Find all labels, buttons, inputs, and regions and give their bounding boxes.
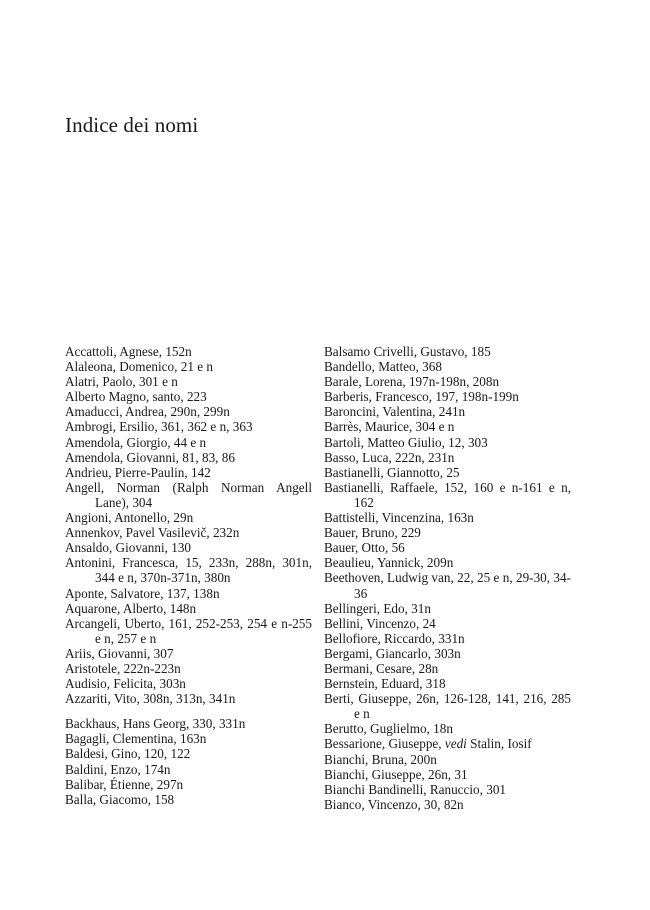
index-entry: Andrieu, Pierre-Paulin, 142 xyxy=(65,464,211,480)
index-entry: Amendola, Giovanni, 81, 83, 86 xyxy=(65,449,235,465)
index-entry: Ansaldo, Giovanni, 130 xyxy=(65,540,192,556)
index-entry: Bartoli, Matteo Giulio, 12, 303 xyxy=(324,434,488,450)
index-entry: Amaducci, Andrea, 290n, 299n xyxy=(65,404,230,420)
index-entry: Bianchi, Bruna, 200n xyxy=(324,751,437,767)
index-entry: Alaleona, Domenico, 21 e n xyxy=(65,359,213,375)
index-entry: Bellingeri, Edo, 31n xyxy=(324,600,431,616)
index-entry: Accattoli, Agnese, 152n xyxy=(65,344,192,359)
index-entry: Alatri, Paolo, 301 e n xyxy=(65,374,178,390)
index-entry: Bastianelli, Giannotto, 25 xyxy=(324,464,460,480)
index-entry: Aquarone, Alberto, 148n xyxy=(65,600,197,616)
index-entry: Bellofiore, Riccardo, 331n xyxy=(324,630,465,646)
index-entry: Audisio, Felicita, 303n xyxy=(65,676,186,692)
page-title: Indice dei nomi xyxy=(65,113,199,137)
index-entry-text: Bessarione, Giuseppe, xyxy=(324,736,445,752)
index-entry: Angell, Norman (Ralph Norman Angell Lane), 304 xyxy=(65,479,312,510)
index-entry: Barberis, Francesco, 197, 198n-199n xyxy=(324,389,519,405)
index-entry: Basso, Luca, 222n, 231n xyxy=(324,449,455,465)
index-entry: Angioni, Antonello, 29n xyxy=(65,510,194,526)
index-entry: Bastianelli, Raffaele, 152, 160 e n-161 e n, 162 xyxy=(324,479,571,510)
index-entry: Bianchi, Giuseppe, 26n, 31 xyxy=(324,766,468,782)
index-entry: Battistelli, Vincenzina, 163n xyxy=(324,510,474,526)
index-entry: Antonini, Francesca, 15, 233n, 288n, 301n, 344 e n, 370n-371n, 380n xyxy=(65,555,312,586)
index-entry: Bellini, Vincenzo, 24 xyxy=(324,615,436,631)
index-entry: Bandello, Matteo, 368 xyxy=(324,359,442,375)
index-entry: Bianco, Vincenzo, 30, 82n xyxy=(324,796,464,812)
index-entry: Baldesi, Gino, 120, 122 xyxy=(65,746,191,762)
index-entry: Berti, Giuseppe, 26n, 126-128, 141, 216, 285 e n xyxy=(324,691,571,722)
index-entry: Aponte, Salvatore, 137, 138n xyxy=(65,585,220,601)
index-column-left xyxy=(65,344,312,807)
index-entry xyxy=(324,736,571,751)
index-entry: Balla, Giacomo, 158 xyxy=(65,791,175,807)
index-entry: Bernstein, Eduard, 318 xyxy=(324,676,446,692)
index-entry: Bauer, Bruno, 229 xyxy=(324,525,421,541)
index-entry: Baldini, Enzo, 174n xyxy=(65,761,171,777)
index-entry: Alberto Magno, santo, 223 xyxy=(65,389,207,405)
index-entry-text: Stalin, Iosif xyxy=(466,736,532,752)
index-entry: Arcangeli, Uberto, 161, 252-253, 254 e n-255 e n, 257 e n xyxy=(65,615,312,646)
index-entry: Bianchi Bandinelli, Ranuccio, 301 xyxy=(324,781,507,797)
index-entry: Beaulieu, Yannick, 209n xyxy=(324,555,454,571)
cross-reference-marker: vedi xyxy=(444,736,467,752)
index-entry: Bagagli, Clementina, 163n xyxy=(65,731,207,747)
index-entry: Barrès, Maurice, 304 e n xyxy=(324,419,455,435)
index-entry: Berutto, Guglielmo, 18n xyxy=(324,721,453,737)
index-entry: Aristotele, 222n-223n xyxy=(65,660,181,676)
index-entry: Backhaus, Hans Georg, 330, 331n xyxy=(65,716,246,732)
index-entry: Bergami, Giancarlo, 303n xyxy=(324,645,461,661)
index-entry: Annenkov, Pavel Vasilevič, 232n xyxy=(65,525,240,541)
index-column-right xyxy=(324,344,571,812)
index-entry: Barale, Lorena, 197n-198n, 208n xyxy=(324,374,500,390)
index-entry: Bauer, Otto, 56 xyxy=(324,540,405,556)
index-entry: Amendola, Giorgio, 44 e n xyxy=(65,434,207,450)
index-entry: Beethoven, Ludwig van, 22, 25 e n, 29-30, 34-36 xyxy=(324,570,571,601)
index-entry: Ambrogi, Ersilio, 361, 362 e n, 363 xyxy=(65,419,253,435)
index-entry: Ariis, Giovanni, 307 xyxy=(65,645,174,661)
index-entry: Azzariti, Vito, 308n, 313n, 341n xyxy=(65,691,236,707)
index-entry: Balsamo Crivelli, Gustavo, 185 xyxy=(324,344,491,359)
index-entry: Baroncini, Valentina, 241n xyxy=(324,404,466,420)
index-entry: Balibar, Étienne, 297n xyxy=(65,776,184,792)
index-entry: Bermani, Cesare, 28n xyxy=(324,660,439,676)
letter-group-gap xyxy=(65,706,312,716)
